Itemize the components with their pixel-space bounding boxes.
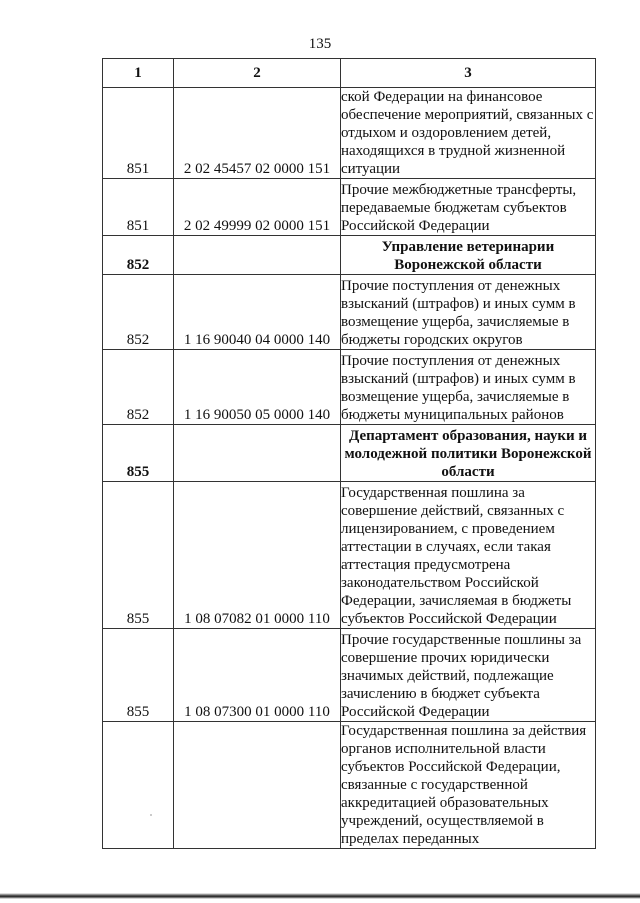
column-header-3: 3 (341, 59, 596, 88)
revenue-code: 1 08 07082 01 0000 110 (174, 482, 341, 629)
revenue-description: Прочие поступления от денежных взысканий (штрафов) и иных сумм в возмещение ущерба, зачисляемые в бюджеты городских округов (341, 275, 596, 350)
budget-codes-table (102, 58, 596, 849)
revenue-code (174, 425, 341, 482)
administrator-code: 851 (103, 179, 174, 236)
administrator-name: Управление ветеринарии Воронежской области (341, 236, 596, 275)
administrator-name: Департамент образования, науки и молодежной политики Воронежской области (341, 425, 596, 482)
revenue-description: Государственная пошлина за действия органов исполнительной власти субъектов Российской Федерации, связанные с государственной аккредитацией образовательных учреждений, осуществляемой в пределах переданных (341, 722, 596, 849)
table-row (103, 350, 596, 425)
column-header-1: 1 (103, 59, 174, 88)
table-row (103, 179, 596, 236)
revenue-code: 1 08 07300 01 0000 110 (174, 629, 341, 722)
revenue-description: ской Федерации на финансовое обеспечение мероприятий, связанных с отдыхом и оздоровлением детей, находящихся в трудной жизненной ситуации (341, 88, 596, 179)
administrator-code: 855 (103, 425, 174, 482)
revenue-code: 1 16 90050 05 0000 140 (174, 350, 341, 425)
administrator-code: 855 (103, 629, 174, 722)
revenue-code (174, 722, 341, 849)
table-row (103, 275, 596, 350)
page-number: 135 (308, 36, 332, 52)
section-heading-row (103, 425, 596, 482)
table-row (103, 722, 596, 849)
revenue-description: Прочие межбюджетные трансферты, передаваемые бюджетам субъектов Российской Федерации (341, 179, 596, 236)
revenue-code: 2 02 45457 02 0000 151 (174, 88, 341, 179)
table-row (103, 88, 596, 179)
revenue-description: Прочие поступления от денежных взысканий (штрафов) и иных сумм в возмещение ущерба, зачисляемые в бюджеты муниципальных районов (341, 350, 596, 425)
administrator-code: 855 (103, 482, 174, 629)
administrator-code: 852 (103, 275, 174, 350)
administrator-code (103, 722, 174, 849)
revenue-code (174, 236, 341, 275)
administrator-code: 852 (103, 236, 174, 275)
administrator-code: 851 (103, 88, 174, 179)
table-header-row (103, 59, 596, 88)
revenue-code: 1 16 90040 04 0000 140 (174, 275, 341, 350)
scan-edge-line (0, 893, 640, 899)
revenue-description: Прочие государственные пошлины за совершение прочих юридически значимых действий, подлежащие зачислению в бюджет субъекта Российской Федерации (341, 629, 596, 722)
section-heading-row (103, 236, 596, 275)
table-row (103, 482, 596, 629)
column-header-2: 2 (174, 59, 341, 88)
scan-speck (150, 814, 152, 816)
revenue-code: 2 02 49999 02 0000 151 (174, 179, 341, 236)
administrator-code: 852 (103, 350, 174, 425)
revenue-description: Государственная пошлина за совершение действий, связанных с лицензированием, с проведением аттестации в случаях, если такая аттестация предусмотрена законодательством Российской Федерации, зачисляемая в бюджеты субъектов Российской Федерации (341, 482, 596, 629)
table-row (103, 629, 596, 722)
